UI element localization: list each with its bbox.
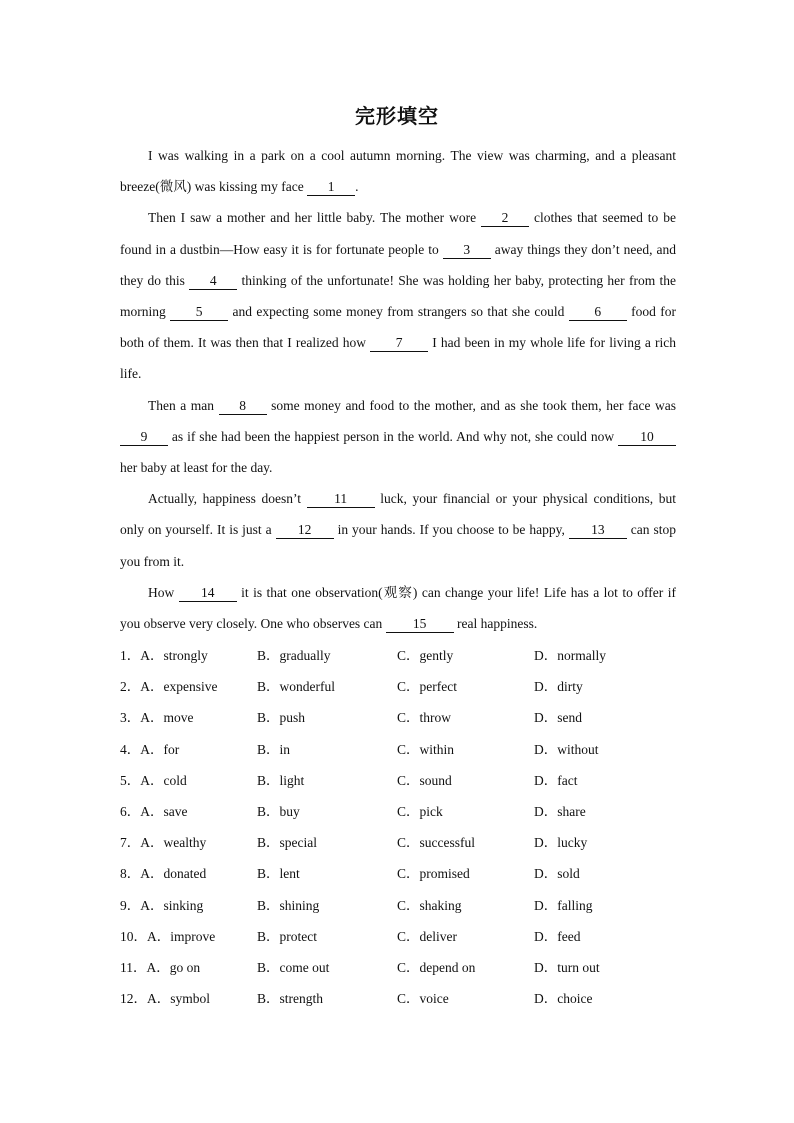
option-b: B．push xyxy=(257,710,306,726)
option-a: 8．A．donated xyxy=(120,866,207,882)
page-title: 完形填空 xyxy=(355,104,439,128)
blank-7: 7 xyxy=(370,335,428,352)
option-b: B．wonderful xyxy=(257,679,335,695)
option-a: 6．A．save xyxy=(120,803,188,819)
paragraph-3 xyxy=(120,390,676,484)
option-d: D．falling xyxy=(534,897,593,913)
answer-options xyxy=(120,640,720,1014)
option-a: 4．A．for xyxy=(120,741,180,757)
option-a: 10．A．improve xyxy=(120,928,216,944)
blank-10: 10 xyxy=(618,429,676,446)
paragraph-1 xyxy=(120,140,676,202)
option-a: 7．A．wealthy xyxy=(120,835,207,851)
passage-text: clothes that seemed to be found in a dustbin—How easy it is for fortunate people to xyxy=(120,210,676,257)
option-d: D．feed xyxy=(534,928,581,944)
passage-text: Actually, happiness doesn’t xyxy=(148,491,307,507)
option-d: D．sold xyxy=(534,866,580,882)
question-row xyxy=(120,983,720,1014)
question-row xyxy=(120,921,720,952)
option-b: B．in xyxy=(257,741,291,757)
option-b: B．strength xyxy=(257,991,323,1007)
paragraph-5 xyxy=(120,577,676,639)
paragraph-2 xyxy=(120,202,676,389)
passage-text: in your hands. If you choose to be happy, xyxy=(333,522,569,538)
option-a: 1．A．strongly xyxy=(120,648,208,663)
question-row xyxy=(120,827,720,858)
passage-text: luck, your financial or your physical conditions, but only on yourself. It is just a xyxy=(120,491,676,538)
blank-8: 8 xyxy=(219,398,267,415)
blank-5: 5 xyxy=(170,304,228,321)
option-b: B．shining xyxy=(257,897,320,913)
question-row xyxy=(120,702,720,733)
blank-1: 1 xyxy=(307,179,355,196)
option-d: D．normally xyxy=(534,648,606,663)
passage-text: Then I saw a mother and her little baby. The mother wore xyxy=(148,210,482,226)
option-d: D．dirty xyxy=(534,679,583,695)
passage-text: Then a man xyxy=(148,397,219,413)
question-row xyxy=(120,640,720,671)
option-d: D．fact xyxy=(534,772,578,788)
passage-text: it is that one observation(观察) can change your life! Life has a lot to offer if you observe very closely. One who observes can xyxy=(120,584,676,632)
question-row xyxy=(120,671,720,702)
passage-text: and expecting some money from strangers so that she could xyxy=(228,304,569,320)
blank-3: 3 xyxy=(443,242,491,259)
option-a: 5．A．cold xyxy=(120,772,187,788)
blank-15: 15 xyxy=(386,616,454,633)
blank-14: 14 xyxy=(179,585,237,602)
cloze-passage xyxy=(120,140,676,639)
option-b: B．gradually xyxy=(257,648,331,663)
question-row xyxy=(120,796,720,827)
blank-12: 12 xyxy=(276,522,334,539)
option-b: B．come out xyxy=(257,959,330,975)
option-a: 9．A．sinking xyxy=(120,897,204,913)
question-row xyxy=(120,952,720,983)
option-d: D．choice xyxy=(534,991,593,1007)
blank-4: 4 xyxy=(189,273,237,290)
option-d: D．share xyxy=(534,803,586,819)
passage-text: can stop you from it. xyxy=(120,522,676,569)
blank-11: 11 xyxy=(307,491,375,508)
passage-text: real happiness. xyxy=(453,616,538,632)
option-d: D．turn out xyxy=(534,959,600,975)
blank-9: 9 xyxy=(120,429,168,446)
option-c: C．promised xyxy=(397,866,470,882)
option-a: 11．A．go on xyxy=(120,959,201,975)
passage-text: I was walking in a park on a cool autumn morning. The view was charming, and a pleasant breeze(微风) was kissing my face xyxy=(120,148,676,195)
question-row xyxy=(120,765,720,796)
passage-text: some money and food to the mother, and as she took them, her face was xyxy=(266,397,676,413)
option-c: C．deliver xyxy=(397,928,457,944)
option-c: C．within xyxy=(397,741,455,757)
blank-2: 2 xyxy=(481,210,529,227)
option-a: 12．A．symbol xyxy=(120,991,211,1007)
option-c: C．sound xyxy=(397,772,452,788)
blank-13: 13 xyxy=(569,522,627,539)
blank-6: 6 xyxy=(569,304,627,321)
option-c: C．depend on xyxy=(397,959,476,975)
question-row xyxy=(120,734,720,765)
option-b: B．buy xyxy=(257,803,300,819)
option-c: C．perfect xyxy=(397,679,457,695)
option-b: B．special xyxy=(257,835,317,851)
option-c: C．pick xyxy=(397,803,443,819)
passage-text: her baby at least for the day. xyxy=(120,460,273,476)
passage-text: How xyxy=(148,584,179,600)
option-a: 2．A．expensive xyxy=(120,679,218,695)
option-c: C．throw xyxy=(397,710,451,726)
option-c: C．gently xyxy=(397,648,454,663)
passage-text: thinking of the unfortunate! She was holding her baby, protecting her from the morning xyxy=(120,272,677,320)
option-b: B．protect xyxy=(257,928,317,944)
question-row xyxy=(120,890,720,921)
passage-text: I had been in my whole life for living a rich life. xyxy=(120,335,676,382)
option-b: B．lent xyxy=(257,866,300,882)
passage-text: food for both of them. It was then that I realized how xyxy=(120,304,676,351)
option-d: D．send xyxy=(534,710,582,726)
passage-text: as if she had been the happiest person in the world. And why not, she could now xyxy=(168,428,618,444)
option-a: 3．A．move xyxy=(120,710,194,726)
option-c: C．voice xyxy=(397,991,449,1007)
option-c: C．successful xyxy=(397,835,475,851)
passage-text: away things they don’t need, and they do this xyxy=(120,241,676,288)
option-b: B．light xyxy=(257,772,305,788)
option-d: D．without xyxy=(534,741,599,757)
passage-text: . xyxy=(355,179,359,195)
question-row xyxy=(120,858,720,889)
paragraph-4 xyxy=(120,483,676,577)
option-d: D．lucky xyxy=(534,835,588,851)
option-c: C．shaking xyxy=(397,897,462,913)
